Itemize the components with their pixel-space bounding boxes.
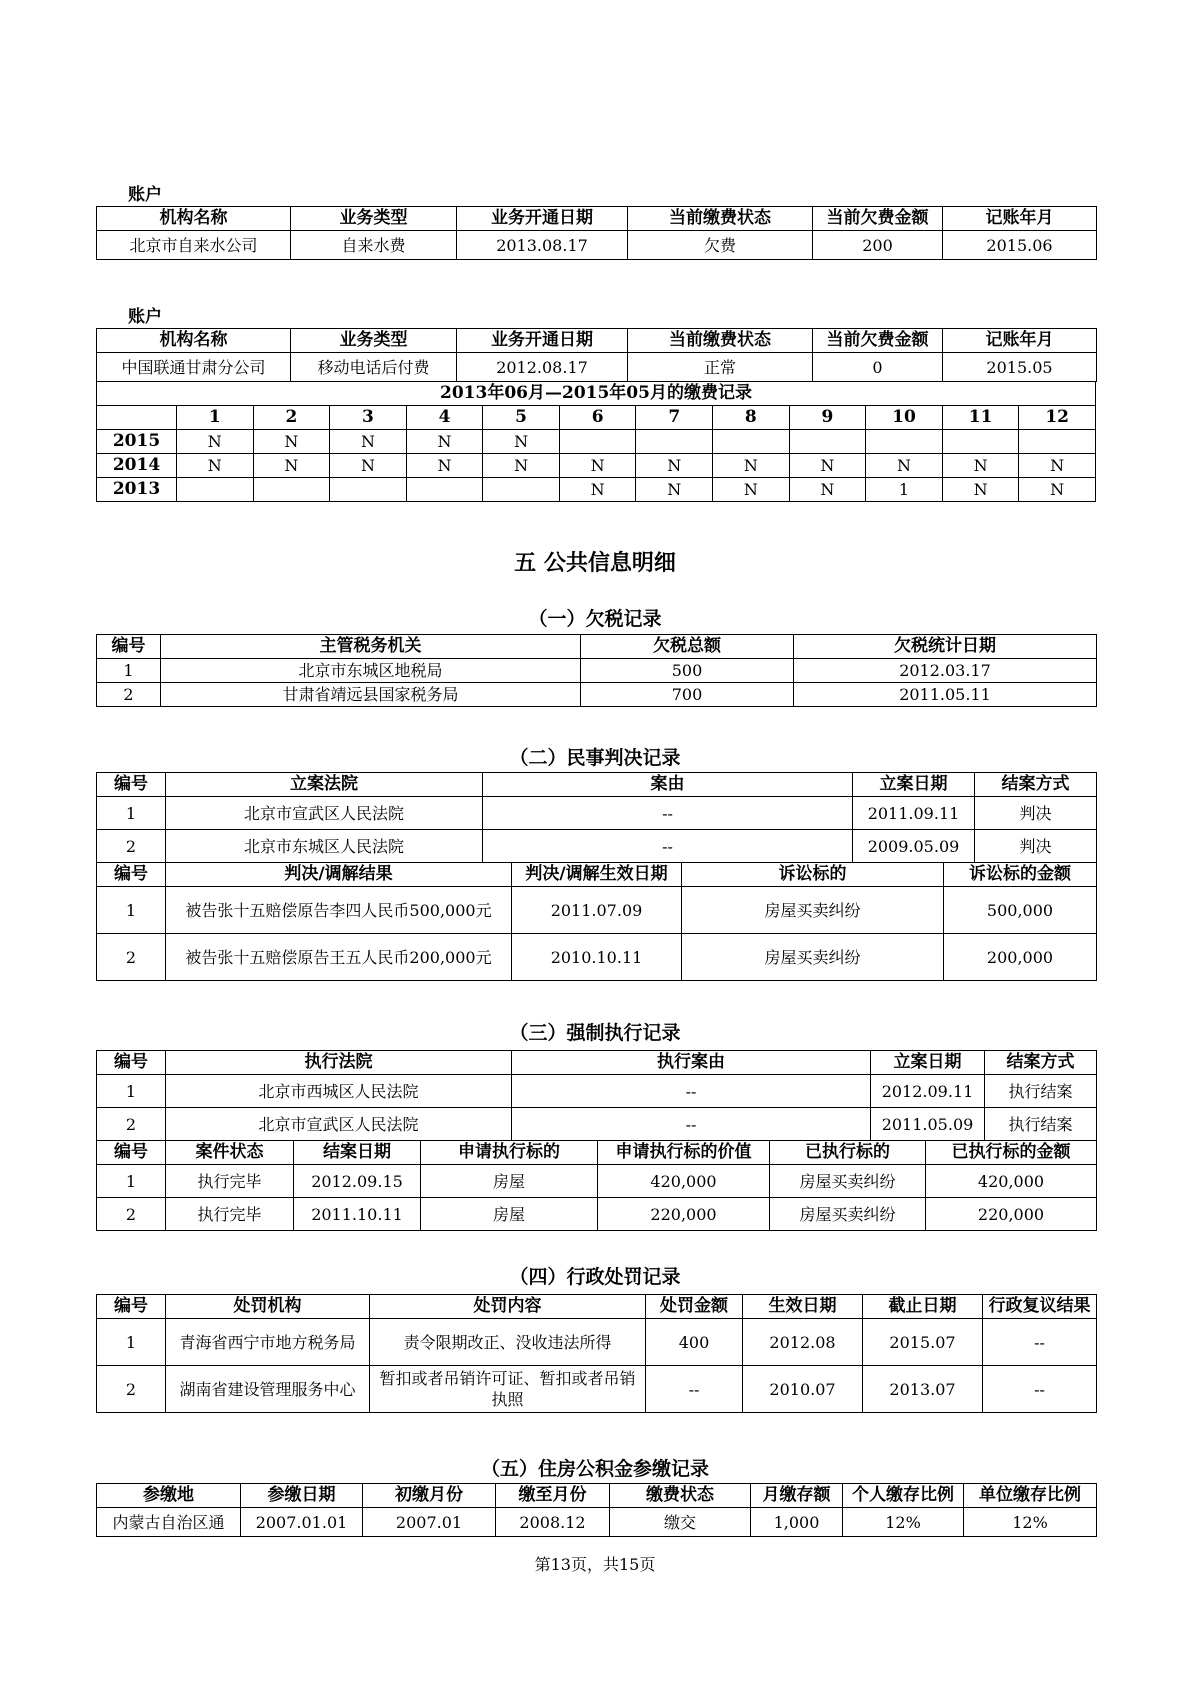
payment-cell: N xyxy=(253,454,330,478)
civil-judgment-table xyxy=(96,862,1097,981)
enforce-cell: 房屋买卖纠纷 xyxy=(770,1198,926,1231)
admin-cell: 2010.07 xyxy=(743,1366,863,1413)
enforce-cell: 2 xyxy=(97,1108,166,1141)
payment-cell: N xyxy=(1019,478,1096,502)
admin-cell: -- xyxy=(983,1319,1097,1366)
fund-header: 缴费状态 xyxy=(610,1484,751,1508)
admin-cell: 2013.07 xyxy=(863,1366,983,1413)
year-label: 2015 xyxy=(97,430,177,454)
month-header: 11 xyxy=(942,406,1019,430)
payment-cell xyxy=(406,478,483,502)
payment-cell: N xyxy=(789,478,866,502)
payment-cell: N xyxy=(713,478,790,502)
account1-header: 当前缴费状态 xyxy=(628,207,813,231)
civil-cell: 2010.10.11 xyxy=(512,934,682,981)
account2-cell: 中国联通甘肃分公司 xyxy=(97,353,291,382)
civil-header: 判决/调解生效日期 xyxy=(512,863,682,887)
admin-header: 处罚金额 xyxy=(646,1295,743,1319)
enforce-cell: 执行完毕 xyxy=(166,1165,294,1198)
civil-cell: 2009.05.09 xyxy=(853,830,975,863)
civil-cell: 判决 xyxy=(975,830,1097,863)
payment-cell: 1 xyxy=(866,478,943,502)
civil-header: 编号 xyxy=(97,773,166,797)
year-row xyxy=(97,478,1096,502)
payment-cell: N xyxy=(177,430,254,454)
civil-header: 结案方式 xyxy=(975,773,1097,797)
enforce-cell: 1 xyxy=(97,1075,166,1108)
civil-cell: 被告张十五赔偿原告李四人民币500,000元 xyxy=(166,887,512,934)
payment-cell: N xyxy=(330,430,407,454)
account1-header: 当前欠费金额 xyxy=(813,207,943,231)
admin-cell: 2015.07 xyxy=(863,1319,983,1366)
payment-cell: N xyxy=(636,478,713,502)
civil-cell: -- xyxy=(483,830,853,863)
admin-cell: 责令限期改正、没收违法所得 xyxy=(370,1319,646,1366)
payment-cell: N xyxy=(866,454,943,478)
month-header: 8 xyxy=(713,406,790,430)
civil-cell: 2011.09.11 xyxy=(853,797,975,830)
account1-cell: 欠费 xyxy=(628,231,813,260)
tax-cell: 1 xyxy=(97,659,161,683)
account1-cell: 200 xyxy=(813,231,943,260)
account1-header: 业务开通日期 xyxy=(457,207,628,231)
enforce-cell: 执行结案 xyxy=(985,1075,1097,1108)
payment-cell: N xyxy=(406,430,483,454)
payment-cell xyxy=(713,430,790,454)
civil-cell: 判决 xyxy=(975,797,1097,830)
civil-cell: 房屋买卖纠纷 xyxy=(682,887,944,934)
admin-cell: 400 xyxy=(646,1319,743,1366)
account2-header: 机构名称 xyxy=(97,329,291,353)
enforce-case-table xyxy=(96,1050,1097,1141)
fund-header: 个人缴存比例 xyxy=(843,1484,964,1508)
month-header: 4 xyxy=(406,406,483,430)
enforce-cell: 420,000 xyxy=(926,1165,1097,1198)
enforce-cell: 2012.09.11 xyxy=(871,1075,985,1108)
enforce-cell: -- xyxy=(512,1075,871,1108)
enforce-header: 编号 xyxy=(97,1141,166,1165)
year-label: 2014 xyxy=(97,454,177,478)
enforce-header: 已执行标的 xyxy=(770,1141,926,1165)
enforce-table-wrap xyxy=(96,1050,1096,1231)
tax-cell: 甘肃省靖远县国家税务局 xyxy=(161,683,581,707)
account1-header: 业务类型 xyxy=(291,207,457,231)
admin-cell: 青海省西宁市地方税务局 xyxy=(166,1319,370,1366)
civil-cell: 北京市东城区人民法院 xyxy=(166,830,483,863)
civil-cell: 北京市宣武区人民法院 xyxy=(166,797,483,830)
payment-cell xyxy=(177,478,254,502)
tax-table xyxy=(96,634,1097,707)
payment-cell xyxy=(483,478,560,502)
fund-cell: 2007.01.01 xyxy=(241,1508,363,1537)
payment-cell: N xyxy=(1019,454,1096,478)
fund-table xyxy=(96,1483,1097,1537)
account1-cell: 2015.06 xyxy=(943,231,1097,260)
month-header: 12 xyxy=(1019,406,1096,430)
month-header: 6 xyxy=(559,406,636,430)
admin-cell: 湖南省建设管理服务中心 xyxy=(166,1366,370,1413)
fund-cell: 12% xyxy=(964,1508,1097,1537)
account2-cell: 0 xyxy=(813,353,943,382)
fund-title: （五）住房公积金参缴记录 xyxy=(480,1458,709,1480)
admin-cell: -- xyxy=(646,1366,743,1413)
year-corner xyxy=(97,406,177,430)
account1-table xyxy=(96,206,1097,260)
admin-table xyxy=(96,1294,1097,1413)
enforce-header: 案件状态 xyxy=(166,1141,294,1165)
admin-table-wrap xyxy=(96,1294,1096,1413)
admin-cell: 暂扣或者吊销许可证、暂扣或者吊销执照 xyxy=(370,1366,646,1413)
account1-label: 账户 xyxy=(128,185,162,205)
payment-cell: N xyxy=(942,454,1019,478)
enforce-cell: 执行完毕 xyxy=(166,1198,294,1231)
admin-cell: 2 xyxy=(97,1366,166,1413)
civil-header: 立案法院 xyxy=(166,773,483,797)
fund-table-wrap xyxy=(96,1483,1096,1537)
civil-header: 判决/调解结果 xyxy=(166,863,512,887)
civil-title: （二）民事判决记录 xyxy=(509,747,681,769)
payment-cell: N xyxy=(942,478,1019,502)
month-header: 3 xyxy=(330,406,407,430)
account2-table-wrap xyxy=(96,328,1096,502)
month-header: 7 xyxy=(636,406,713,430)
account2-header: 当前缴费状态 xyxy=(628,329,813,353)
enforce-result-table xyxy=(96,1140,1097,1231)
enforce-cell: 220,000 xyxy=(598,1198,770,1231)
account2-cell: 2015.05 xyxy=(943,353,1097,382)
civil-header: 诉讼标的 xyxy=(682,863,944,887)
account2-table xyxy=(96,328,1097,382)
civil-cell: 200,000 xyxy=(944,934,1097,981)
fund-header: 缴至月份 xyxy=(496,1484,610,1508)
fund-header: 参缴地 xyxy=(97,1484,241,1508)
payment-cell xyxy=(789,430,866,454)
enforce-cell: 房屋 xyxy=(421,1198,598,1231)
enforce-cell: 1 xyxy=(97,1165,166,1198)
enforce-cell: 420,000 xyxy=(598,1165,770,1198)
enforce-header: 申请执行标的 xyxy=(421,1141,598,1165)
tax-header: 欠税总额 xyxy=(581,635,794,659)
payment-cell xyxy=(559,430,636,454)
tax-header: 主管税务机关 xyxy=(161,635,581,659)
enforce-cell: 北京市西城区人民法院 xyxy=(166,1075,512,1108)
admin-header: 生效日期 xyxy=(743,1295,863,1319)
enforce-cell: 2011.10.11 xyxy=(294,1198,421,1231)
account1-cell: 2013.08.17 xyxy=(457,231,628,260)
month-header: 2 xyxy=(253,406,330,430)
admin-title: （四）行政处罚记录 xyxy=(509,1266,681,1288)
account2-header: 业务类型 xyxy=(291,329,457,353)
tax-cell: 2012.03.17 xyxy=(794,659,1097,683)
page-footer: 第13页，共15页 xyxy=(534,1555,656,1574)
tax-cell: 2011.05.11 xyxy=(794,683,1097,707)
civil-header: 编号 xyxy=(97,863,166,887)
year-row xyxy=(97,454,1096,478)
fund-header: 初缴月份 xyxy=(363,1484,496,1508)
account2-label: 账户 xyxy=(128,307,162,327)
month-header: 5 xyxy=(483,406,560,430)
enforce-cell: 2 xyxy=(97,1198,166,1231)
admin-header: 编号 xyxy=(97,1295,166,1319)
enforce-cell: -- xyxy=(512,1108,871,1141)
enforce-cell: 220,000 xyxy=(926,1198,1097,1231)
payment-cell: N xyxy=(483,430,560,454)
enforce-cell: 2012.09.15 xyxy=(294,1165,421,1198)
civil-table-wrap xyxy=(96,772,1096,981)
section-title: 五 公共信息明细 xyxy=(514,550,676,576)
admin-cell: -- xyxy=(983,1366,1097,1413)
tax-cell: 500 xyxy=(581,659,794,683)
year-row xyxy=(97,430,1096,454)
admin-header: 行政复议结果 xyxy=(983,1295,1097,1319)
account1-cell: 自来水费 xyxy=(291,231,457,260)
enforce-cell: 房屋买卖纠纷 xyxy=(770,1165,926,1198)
payment-cell: N xyxy=(483,454,560,478)
payment-cell xyxy=(330,478,407,502)
fund-cell: 2008.12 xyxy=(496,1508,610,1537)
payment-cell: N xyxy=(253,430,330,454)
fund-cell: 12% xyxy=(843,1508,964,1537)
admin-header: 处罚内容 xyxy=(370,1295,646,1319)
civil-cell: -- xyxy=(483,797,853,830)
payment-cell: N xyxy=(177,454,254,478)
account1-cell: 北京市自来水公司 xyxy=(97,231,291,260)
enforce-title: （三）强制执行记录 xyxy=(509,1022,681,1044)
civil-cell: 1 xyxy=(97,887,166,934)
payment-cell xyxy=(866,430,943,454)
civil-cell: 被告张十五赔偿原告王五人民币200,000元 xyxy=(166,934,512,981)
fund-cell: 内蒙古自治区通 xyxy=(97,1508,241,1537)
payment-record-title: 2013年06月—2015年05月的缴费记录 xyxy=(97,382,1096,406)
civil-header: 诉讼标的金额 xyxy=(944,863,1097,887)
admin-cell: 1 xyxy=(97,1319,166,1366)
month-header: 10 xyxy=(866,406,943,430)
payment-record-table xyxy=(96,381,1096,502)
enforce-cell: 房屋 xyxy=(421,1165,598,1198)
civil-cell: 房屋买卖纠纷 xyxy=(682,934,944,981)
tax-cell: 北京市东城区地税局 xyxy=(161,659,581,683)
month-header: 1 xyxy=(177,406,254,430)
payment-cell: N xyxy=(406,454,483,478)
enforce-header: 已执行标的金额 xyxy=(926,1141,1097,1165)
payment-cell xyxy=(253,478,330,502)
month-header-row xyxy=(97,406,1096,430)
civil-cell: 2 xyxy=(97,934,166,981)
enforce-header: 执行法院 xyxy=(166,1051,512,1075)
payment-cell: N xyxy=(559,454,636,478)
civil-header: 立案日期 xyxy=(853,773,975,797)
payment-cell xyxy=(942,430,1019,454)
payment-cell xyxy=(1019,430,1096,454)
enforce-header: 结案方式 xyxy=(985,1051,1097,1075)
payment-cell: N xyxy=(713,454,790,478)
enforce-header: 申请执行标的价值 xyxy=(598,1141,770,1165)
enforce-header: 编号 xyxy=(97,1051,166,1075)
account1-header: 机构名称 xyxy=(97,207,291,231)
tax-header: 编号 xyxy=(97,635,161,659)
fund-cell: 1,000 xyxy=(751,1508,843,1537)
admin-cell: 2012.08 xyxy=(743,1319,863,1366)
payment-cell: N xyxy=(789,454,866,478)
account1-header: 记账年月 xyxy=(943,207,1097,231)
tax-table-wrap xyxy=(96,634,1096,707)
tax-title: （一）欠税记录 xyxy=(528,608,662,630)
month-header: 9 xyxy=(789,406,866,430)
fund-cell: 缴交 xyxy=(610,1508,751,1537)
enforce-cell: 2011.05.09 xyxy=(871,1108,985,1141)
enforce-header: 结案日期 xyxy=(294,1141,421,1165)
fund-cell: 2007.01 xyxy=(363,1508,496,1537)
account2-header: 记账年月 xyxy=(943,329,1097,353)
account1-table-wrap xyxy=(96,206,1096,260)
account2-header: 业务开通日期 xyxy=(457,329,628,353)
enforce-header: 立案日期 xyxy=(871,1051,985,1075)
fund-header: 月缴存额 xyxy=(751,1484,843,1508)
fund-header: 参缴日期 xyxy=(241,1484,363,1508)
civil-cell: 2 xyxy=(97,830,166,863)
account2-header: 当前欠费金额 xyxy=(813,329,943,353)
civil-cell: 2011.07.09 xyxy=(512,887,682,934)
civil-header: 案由 xyxy=(483,773,853,797)
payment-cell: N xyxy=(559,478,636,502)
account2-cell: 移动电话后付费 xyxy=(291,353,457,382)
payment-cell: N xyxy=(636,454,713,478)
civil-cell: 500,000 xyxy=(944,887,1097,934)
enforce-cell: 北京市宣武区人民法院 xyxy=(166,1108,512,1141)
fund-header: 单位缴存比例 xyxy=(964,1484,1097,1508)
year-label: 2013 xyxy=(97,478,177,502)
admin-header: 处罚机构 xyxy=(166,1295,370,1319)
enforce-cell: 执行结案 xyxy=(985,1108,1097,1141)
tax-cell: 700 xyxy=(581,683,794,707)
payment-cell xyxy=(636,430,713,454)
enforce-header: 执行案由 xyxy=(512,1051,871,1075)
tax-header: 欠税统计日期 xyxy=(794,635,1097,659)
tax-cell: 2 xyxy=(97,683,161,707)
civil-cell: 1 xyxy=(97,797,166,830)
account2-cell: 正常 xyxy=(628,353,813,382)
payment-cell: N xyxy=(330,454,407,478)
admin-header: 截止日期 xyxy=(863,1295,983,1319)
account2-cell: 2012.08.17 xyxy=(457,353,628,382)
civil-case-table xyxy=(96,772,1097,863)
